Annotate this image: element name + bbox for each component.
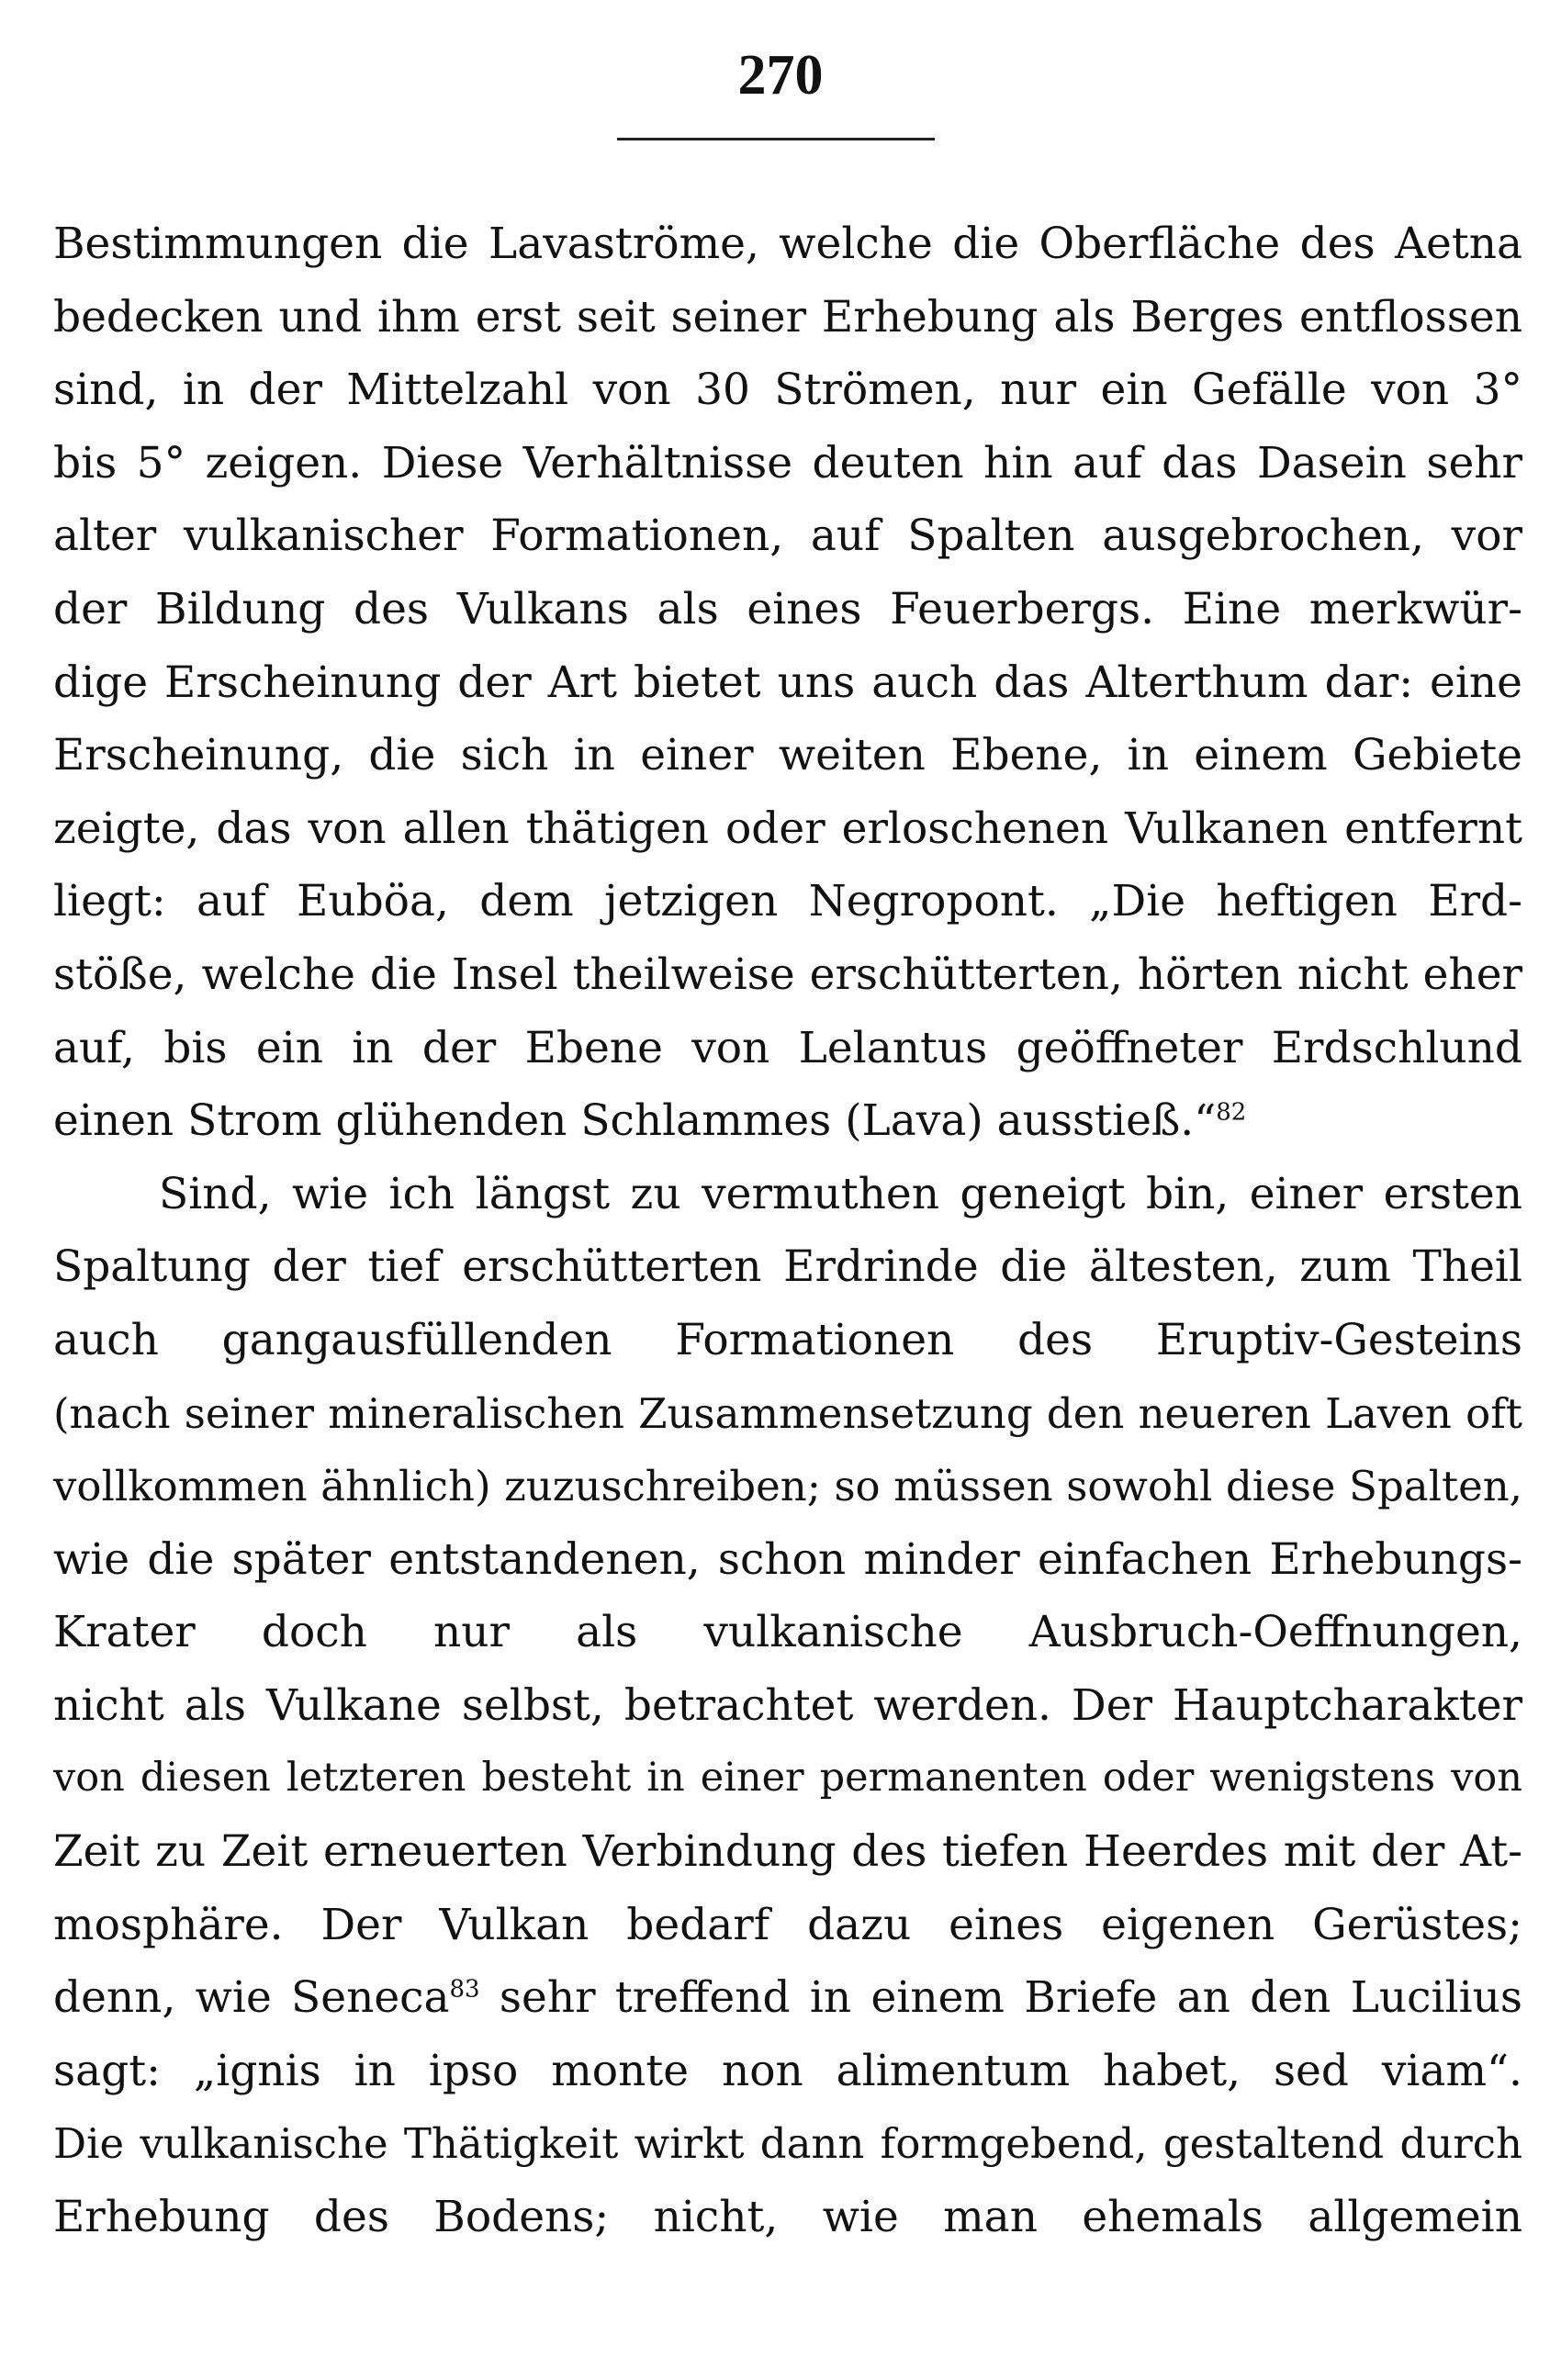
footnote-reference: 83 — [449, 1975, 480, 2004]
text-line — [53, 1158, 1522, 1231]
text-line — [53, 719, 1522, 792]
text-line — [53, 427, 1522, 500]
text-line — [53, 1815, 1522, 1889]
line-text: Die vulkanische Thätigkeit wirkt dann formgebend, gestaltend durch — [53, 2119, 1522, 2169]
text-line — [53, 1523, 1522, 1597]
text-line — [53, 281, 1522, 354]
text-line — [53, 646, 1522, 720]
text-line — [53, 865, 1522, 938]
line-text: Bestimmungen die Lavaströme, welche die Oberfläche des Aetna — [53, 219, 1522, 269]
line-text: liegt: auf Euböa, dem jetzigen Negropont. „Die heftigen Erd- — [53, 876, 1522, 927]
page-number: 270 — [737, 44, 824, 107]
line-text: bis 5° zeigen. Diese Verhältnisse deuten hin auf das Dasein sehr — [53, 437, 1522, 488]
text-line — [53, 2107, 1522, 2181]
line-text: stöße, welche die Insel theilweise erschütterten, hörten nicht eher — [53, 949, 1522, 1000]
text-line — [53, 354, 1522, 427]
text-line — [53, 1230, 1522, 1304]
text-line — [53, 938, 1522, 1012]
line-text: dige Erscheinung der Art bietet uns auch das Alterthum dar: eine — [53, 657, 1522, 708]
line-text: sind, in der Mittelzahl von 30 Strömen, nur ein Gefälle von 3° — [53, 365, 1522, 416]
line-text: Erhebung des Bodens; nicht, wie man ehemals allgemein — [53, 2192, 1522, 2243]
text-line — [53, 2181, 1522, 2254]
text-line — [53, 1596, 1522, 1669]
text-line — [53, 1012, 1522, 1085]
line-text: auch gangausfüllenden Formationen des Eruptiv-Gesteins — [53, 1314, 1522, 1365]
line-text: bedecken und ihm erst seit seiner Erhebung als Berges entflossen — [53, 291, 1522, 342]
footnote-reference: 82 — [1216, 1098, 1247, 1127]
text-line — [53, 2035, 1522, 2108]
header-rule — [617, 138, 935, 140]
text-line — [53, 1669, 1522, 1743]
line-text: wie die später entstandenen, schon minder einfachen Erhebungs- — [53, 1533, 1522, 1585]
line-text: Erscheinung, die sich in einer weiten Ebene, in einem Gebiete — [53, 730, 1522, 781]
line-text: (nach seiner mineralischen Zusammensetzung den neueren Laven oft — [53, 1388, 1522, 1438]
text-line — [53, 1377, 1522, 1451]
text-line — [53, 500, 1522, 573]
text-line — [53, 1889, 1522, 1962]
text-line — [53, 1450, 1522, 1523]
line-text-continued: sehr treffend in einem Briefe an den Lucilius — [479, 1972, 1522, 2024]
line-text: von diesen letzteren besteht in einer permanenten oder wenigstens von — [53, 1755, 1522, 1802]
text-line — [53, 1961, 1522, 2035]
line-text: der Bildung des Vulkans als eines Feuerbergs. Eine merkwür- — [53, 583, 1522, 634]
text-line — [53, 792, 1522, 866]
line-text: alter vulkanischer Formationen, auf Spalten ausgebrochen, vor — [53, 511, 1522, 562]
line-text: nicht als Vulkane selbst, betrachtet werden. Der Hauptcharakter — [53, 1679, 1522, 1731]
line-text: Zeit zu Zeit erneuerten Verbindung des tiefen Heerdes mit der At- — [53, 1826, 1522, 1878]
text-line — [53, 1742, 1522, 1815]
text-line — [53, 573, 1522, 646]
line-text: sagt: „ignis in ipso monte non alimentum habet, sed viam“. — [53, 2045, 1522, 2096]
line-text: auf, bis ein in der Ebene von Lelantus geöffneter Erdschlund — [53, 1022, 1522, 1073]
line-text: Krater doch nur als vulkanische Ausbruch-Oeffnungen, — [53, 1607, 1522, 1658]
line-text: vollkommen ähnlich) zuzuschreiben; so müssen sowohl diese Spalten, — [53, 1462, 1522, 1511]
line-text: mosphäre. Der Vulkan bedarf dazu eines eigenen Gerüstes; — [53, 1899, 1522, 1950]
text-line — [53, 208, 1522, 281]
line-text: zeigte, das von allen thätigen oder erloschenen Vulkanen entfernt — [53, 803, 1522, 854]
line-text: einen Strom glühenden Schlammes (Lava) ausstieß.“ — [53, 1095, 1217, 1147]
line-text: Sind, wie ich längst zu vermuthen geneigt bin, einer ersten — [159, 1168, 1522, 1219]
line-text: Spaltung der tief erschütterten Erdrinde die ältesten, zum Theil — [53, 1241, 1522, 1293]
text-line — [53, 1304, 1522, 1377]
line-text: denn, wie Seneca — [53, 1972, 450, 2024]
body-text — [53, 208, 1522, 2254]
text-line — [53, 1084, 1522, 1158]
